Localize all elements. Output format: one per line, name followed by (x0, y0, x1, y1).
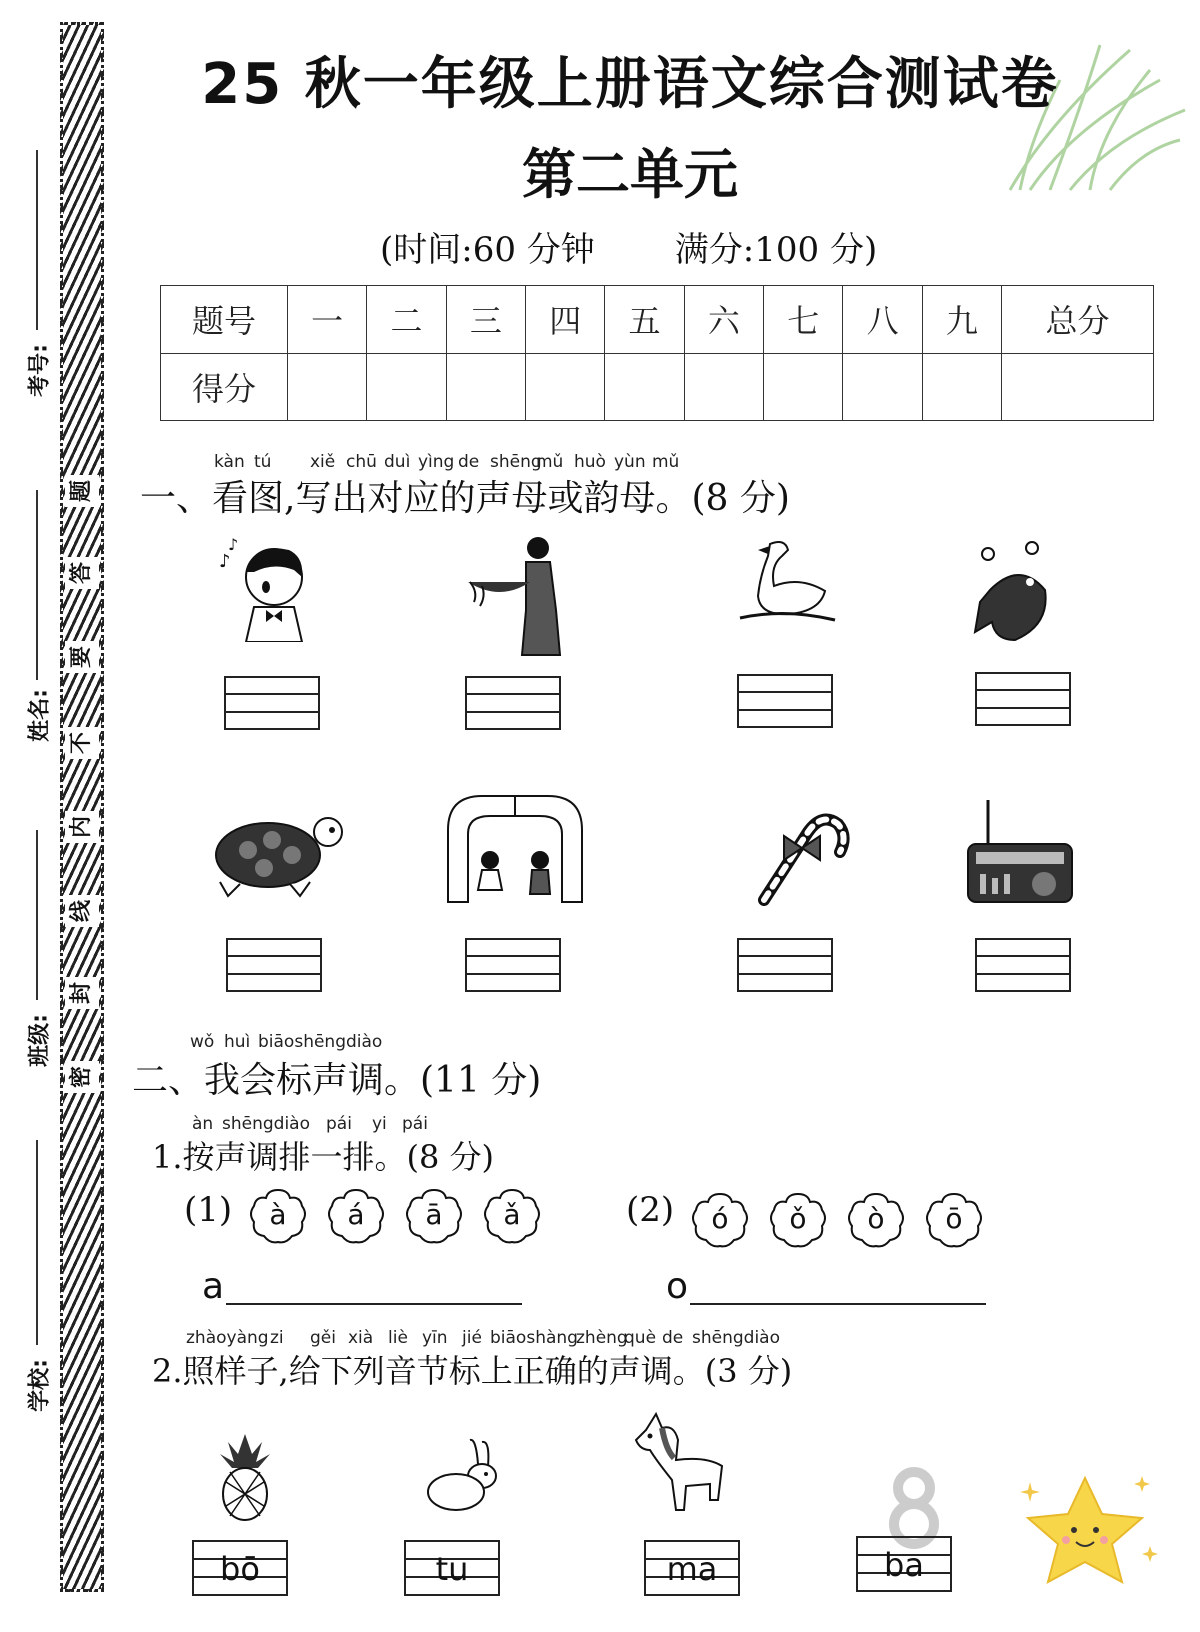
score-cell[interactable] (764, 353, 843, 421)
question-1-title: 一、看图,写出对应的声母或韵母。(8 分) (140, 478, 790, 519)
answer-line-1[interactable] (226, 1303, 522, 1305)
tone-syllable: ò (867, 1202, 885, 1235)
syllable-box[interactable] (404, 1540, 500, 1596)
table-cell: 题号 (161, 286, 288, 354)
tone-flower (690, 1190, 750, 1250)
score-table (160, 285, 1154, 421)
group-1-label: (1) (184, 1190, 233, 1230)
tone-syllable: ǎ (503, 1198, 521, 1231)
binding-margin (60, 22, 104, 1592)
tone-flower (846, 1190, 906, 1250)
q2-2-pinyin: zhàoyàngzi gěi xià liè yīn jié biāoshàngzhèngquè de shēngdiào (186, 1328, 780, 1348)
answer-1-prefix: a (202, 1266, 225, 1307)
table-cell: 七 (764, 286, 843, 354)
candy-cane-icon (744, 806, 854, 906)
exam-number-label: 考号: (27, 344, 53, 397)
syllable-text: tu (435, 1550, 469, 1588)
svg-text:♪: ♪ (228, 535, 239, 554)
q1-pinyin: kàn tú xiě chū duì yìng de shēngmǔ huò yùn mǔ (214, 452, 680, 472)
seal-char: 线 (65, 895, 99, 927)
q2-pinyin: wǒ huì biāoshēngdiào (190, 1032, 383, 1052)
answer-box[interactable] (226, 938, 322, 992)
score-cell[interactable] (922, 353, 1001, 421)
tone-flower (248, 1186, 308, 1246)
tone-syllable: ǒ (789, 1202, 807, 1235)
table-cell: 总分 (1002, 286, 1154, 354)
score-cell[interactable] (843, 353, 922, 421)
class-label: 班级: (27, 1014, 53, 1067)
table-cell: 八 (843, 286, 922, 354)
table-cell: 四 (526, 286, 605, 354)
school-label: 学校: (27, 1359, 53, 1412)
table-cell: 六 (684, 286, 763, 354)
svg-text:♪: ♪ (219, 551, 231, 572)
answer-line-2[interactable] (690, 1303, 986, 1305)
page-title: 25 秋一年级上册语文综合测试卷 (201, 52, 1059, 117)
table-cell: 五 (605, 286, 684, 354)
pineapple-icon (210, 1432, 280, 1522)
score-cell[interactable] (446, 353, 525, 421)
syllable-box[interactable] (192, 1540, 288, 1596)
tone-syllable: ó (711, 1202, 729, 1235)
tone-flower (404, 1186, 464, 1246)
table-cell: 二 (367, 286, 446, 354)
page-subtitle: 第二单元 (522, 143, 738, 206)
answer-box[interactable] (465, 938, 561, 992)
question-2-2-title: 2.照样子,给下列音节标上正确的声调。(3 分) (152, 1352, 793, 1390)
answer-box[interactable] (737, 674, 833, 728)
school-line[interactable] (36, 1140, 38, 1345)
turtle-icon (200, 810, 350, 900)
answer-box[interactable] (224, 676, 320, 730)
rabbit-icon (420, 1436, 510, 1516)
score-cell[interactable] (526, 353, 605, 421)
score-cell[interactable] (288, 353, 367, 421)
question-2-1-title: 1.按声调排一排。(8 分) (152, 1138, 495, 1176)
group-2-label: (2) (626, 1190, 675, 1230)
name-line[interactable] (36, 490, 38, 680)
woman-with-basket-icon (460, 530, 570, 660)
seal-char: 内 (65, 811, 99, 843)
time-limit: (时间:60 分钟 (380, 230, 595, 270)
answer-box[interactable] (975, 672, 1071, 726)
arch-door-icon (440, 790, 590, 906)
syllable-box[interactable] (856, 1536, 952, 1592)
seal-char: 不 (65, 727, 99, 759)
goose-icon (730, 536, 840, 626)
tone-flower (768, 1190, 828, 1250)
table-cell: 得分 (161, 353, 288, 421)
syllable-box[interactable] (644, 1540, 740, 1596)
score-cell[interactable] (1002, 353, 1154, 421)
seal-char: 封 (65, 977, 99, 1009)
answer-box[interactable] (737, 938, 833, 992)
tone-flower (326, 1186, 386, 1246)
radio-icon (960, 796, 1080, 906)
seal-char: 密 (65, 1061, 99, 1093)
seal-char: 题 (65, 475, 99, 507)
table-row (161, 286, 1154, 354)
syllable-text: ma (666, 1550, 718, 1588)
seal-char: 答 (65, 557, 99, 589)
tone-syllable: à (269, 1198, 287, 1231)
tone-syllable: á (347, 1198, 365, 1231)
exam-number-line[interactable] (36, 150, 38, 330)
answer-box[interactable] (465, 676, 561, 730)
fish-icon (970, 540, 1060, 650)
tone-syllable: ā (425, 1198, 443, 1231)
horse-icon (626, 1410, 736, 1520)
syllable-text: bō (220, 1550, 260, 1588)
answer-box[interactable] (975, 938, 1071, 992)
table-row (161, 353, 1154, 421)
singing-boy-icon (214, 532, 324, 642)
score-cell[interactable] (684, 353, 763, 421)
score-cell[interactable] (367, 353, 446, 421)
smiling-star-icon (1010, 1456, 1160, 1596)
syllable-text: ba (884, 1546, 924, 1584)
answer-2-prefix: o (666, 1266, 689, 1307)
tone-flower (482, 1186, 542, 1246)
score-cell[interactable] (605, 353, 684, 421)
question-2-title: 二、我会标声调。(11 分) (132, 1060, 542, 1101)
q2-1-pinyin: àn shēngdiào pái yi pái (192, 1114, 428, 1134)
exam-info (380, 222, 877, 271)
table-cell: 一 (288, 286, 367, 354)
tone-syllable: ō (945, 1202, 963, 1235)
table-cell: 三 (446, 286, 525, 354)
seal-char: 要 (65, 641, 99, 673)
table-cell: 九 (922, 286, 1001, 354)
name-label: 姓名: (27, 689, 53, 742)
tone-flower (924, 1190, 984, 1250)
full-score: 满分:100 分) (674, 230, 878, 270)
class-line[interactable] (36, 830, 38, 1000)
